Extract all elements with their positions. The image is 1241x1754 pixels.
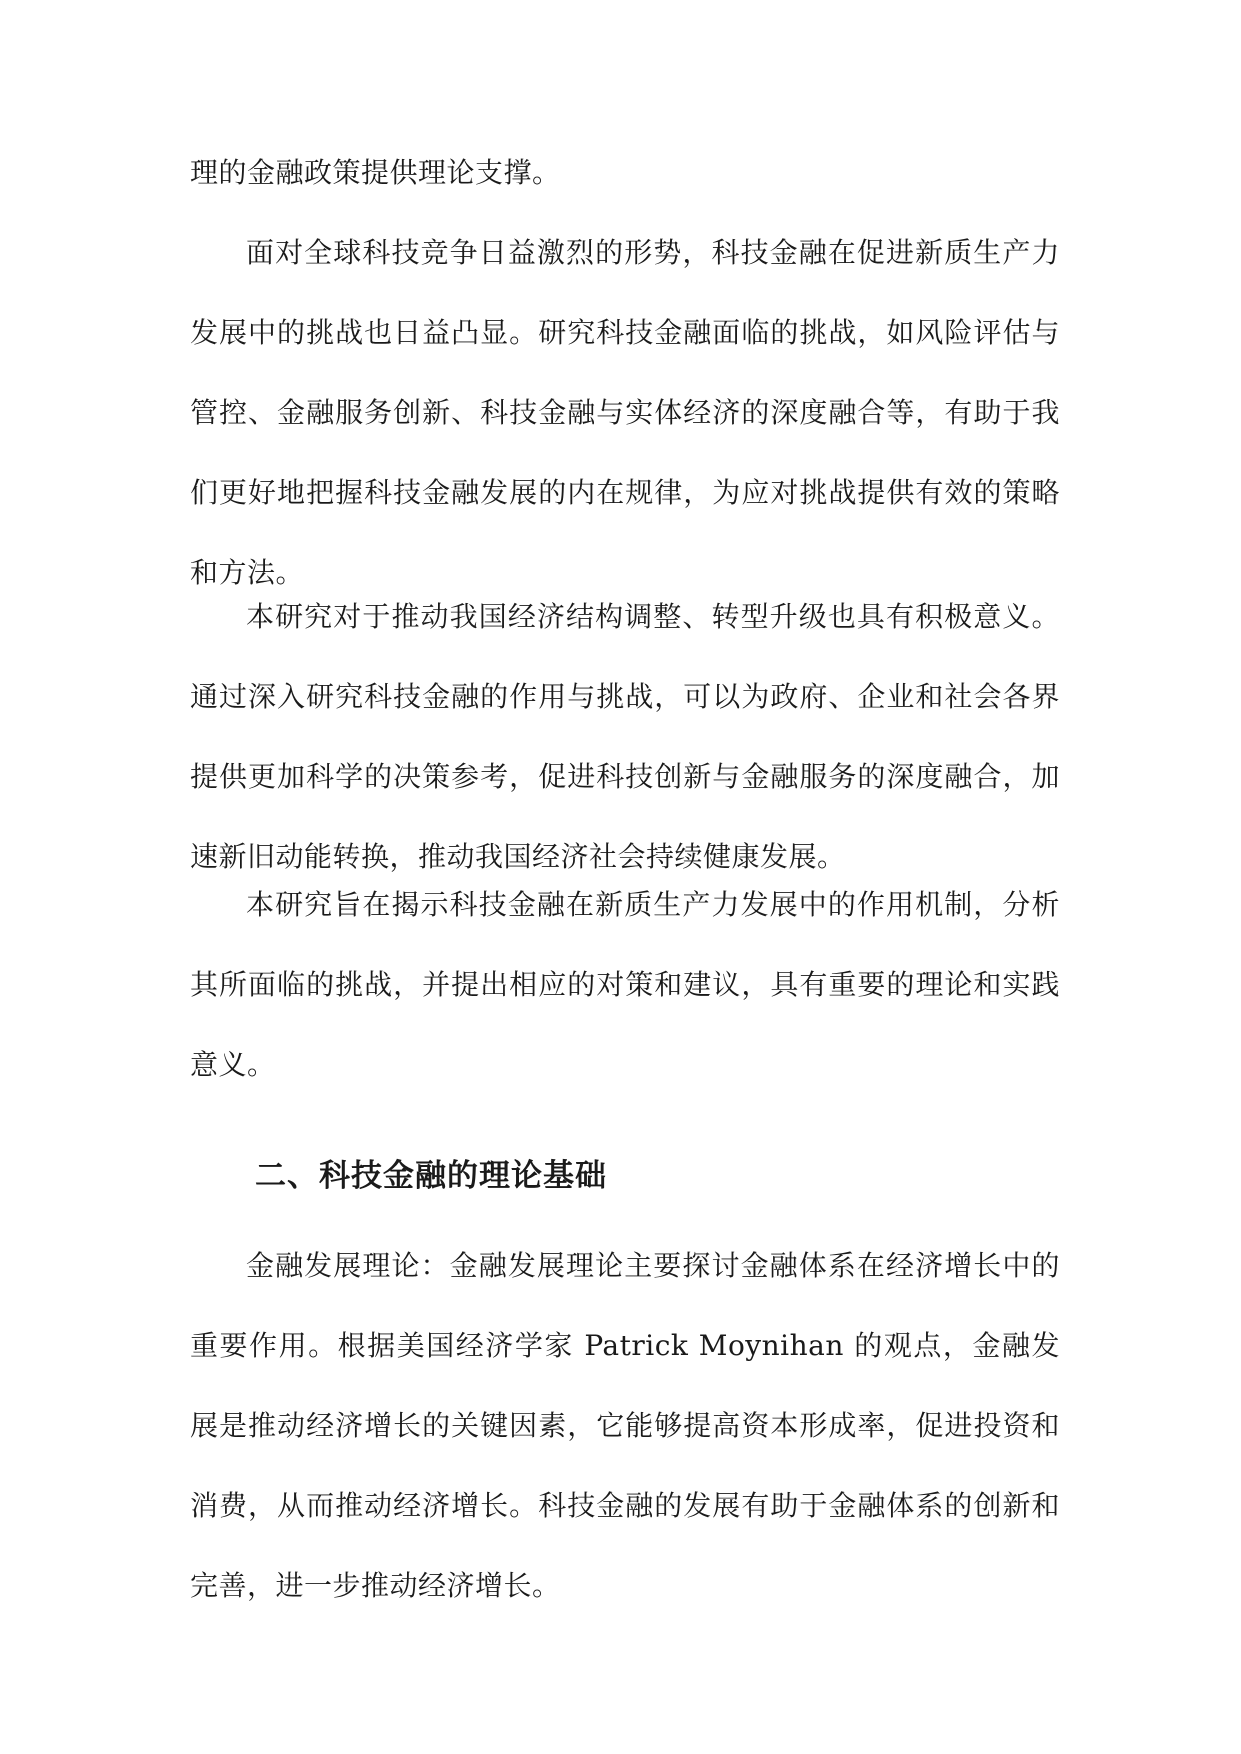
paragraph-continuation: 理的金融政策提供理论支撑。 [190, 156, 561, 189]
paragraph-significance: 本研究对于推动我国经济结构调整、转型升级也具有积极意义。通过深入研究科技金融的作用与挑战，可以为政府、企业和社会各界提供更加科学的决策参考，促进科技创新与金融服务的深度融合，加速新旧动能转换，推动我国经济社会持续健康发展。 [190, 600, 1060, 873]
paragraph-challenges: 面对全球科技竞争日益激烈的形势，科技金融在促进新质生产力发展中的挑战也日益凸显。研究科技金融面临的挑战，如风险评估与管控、金融服务创新、科技金融与实体经济的深度融合等，有助于我们更好地把握科技金融发展的内在规律，为应对挑战提供有效的策略和方法。 [190, 236, 1060, 589]
section-heading: 二、科技金融的理论基础 [255, 1158, 607, 1194]
paragraph-financial-development-theory: 金融发展理论：金融发展理论主要探讨金融体系在经济增长中的重要作用。根据美国经济学家 Patrick Moynihan 的观点，金融发展是推动经济增长的关键因素，它能够提高资本形成率，促进投资和消费，从而推动经济增长。科技金融的发展有助于金融体系的创新和完善，进一步推动经济增长。 [190, 1249, 1060, 1602]
paragraph-research-aim: 本研究旨在揭示科技金融在新质生产力发展中的作用机制，分析其所面临的挑战，并提出相应的对策和建议，具有重要的理论和实践意义。 [190, 888, 1060, 1081]
